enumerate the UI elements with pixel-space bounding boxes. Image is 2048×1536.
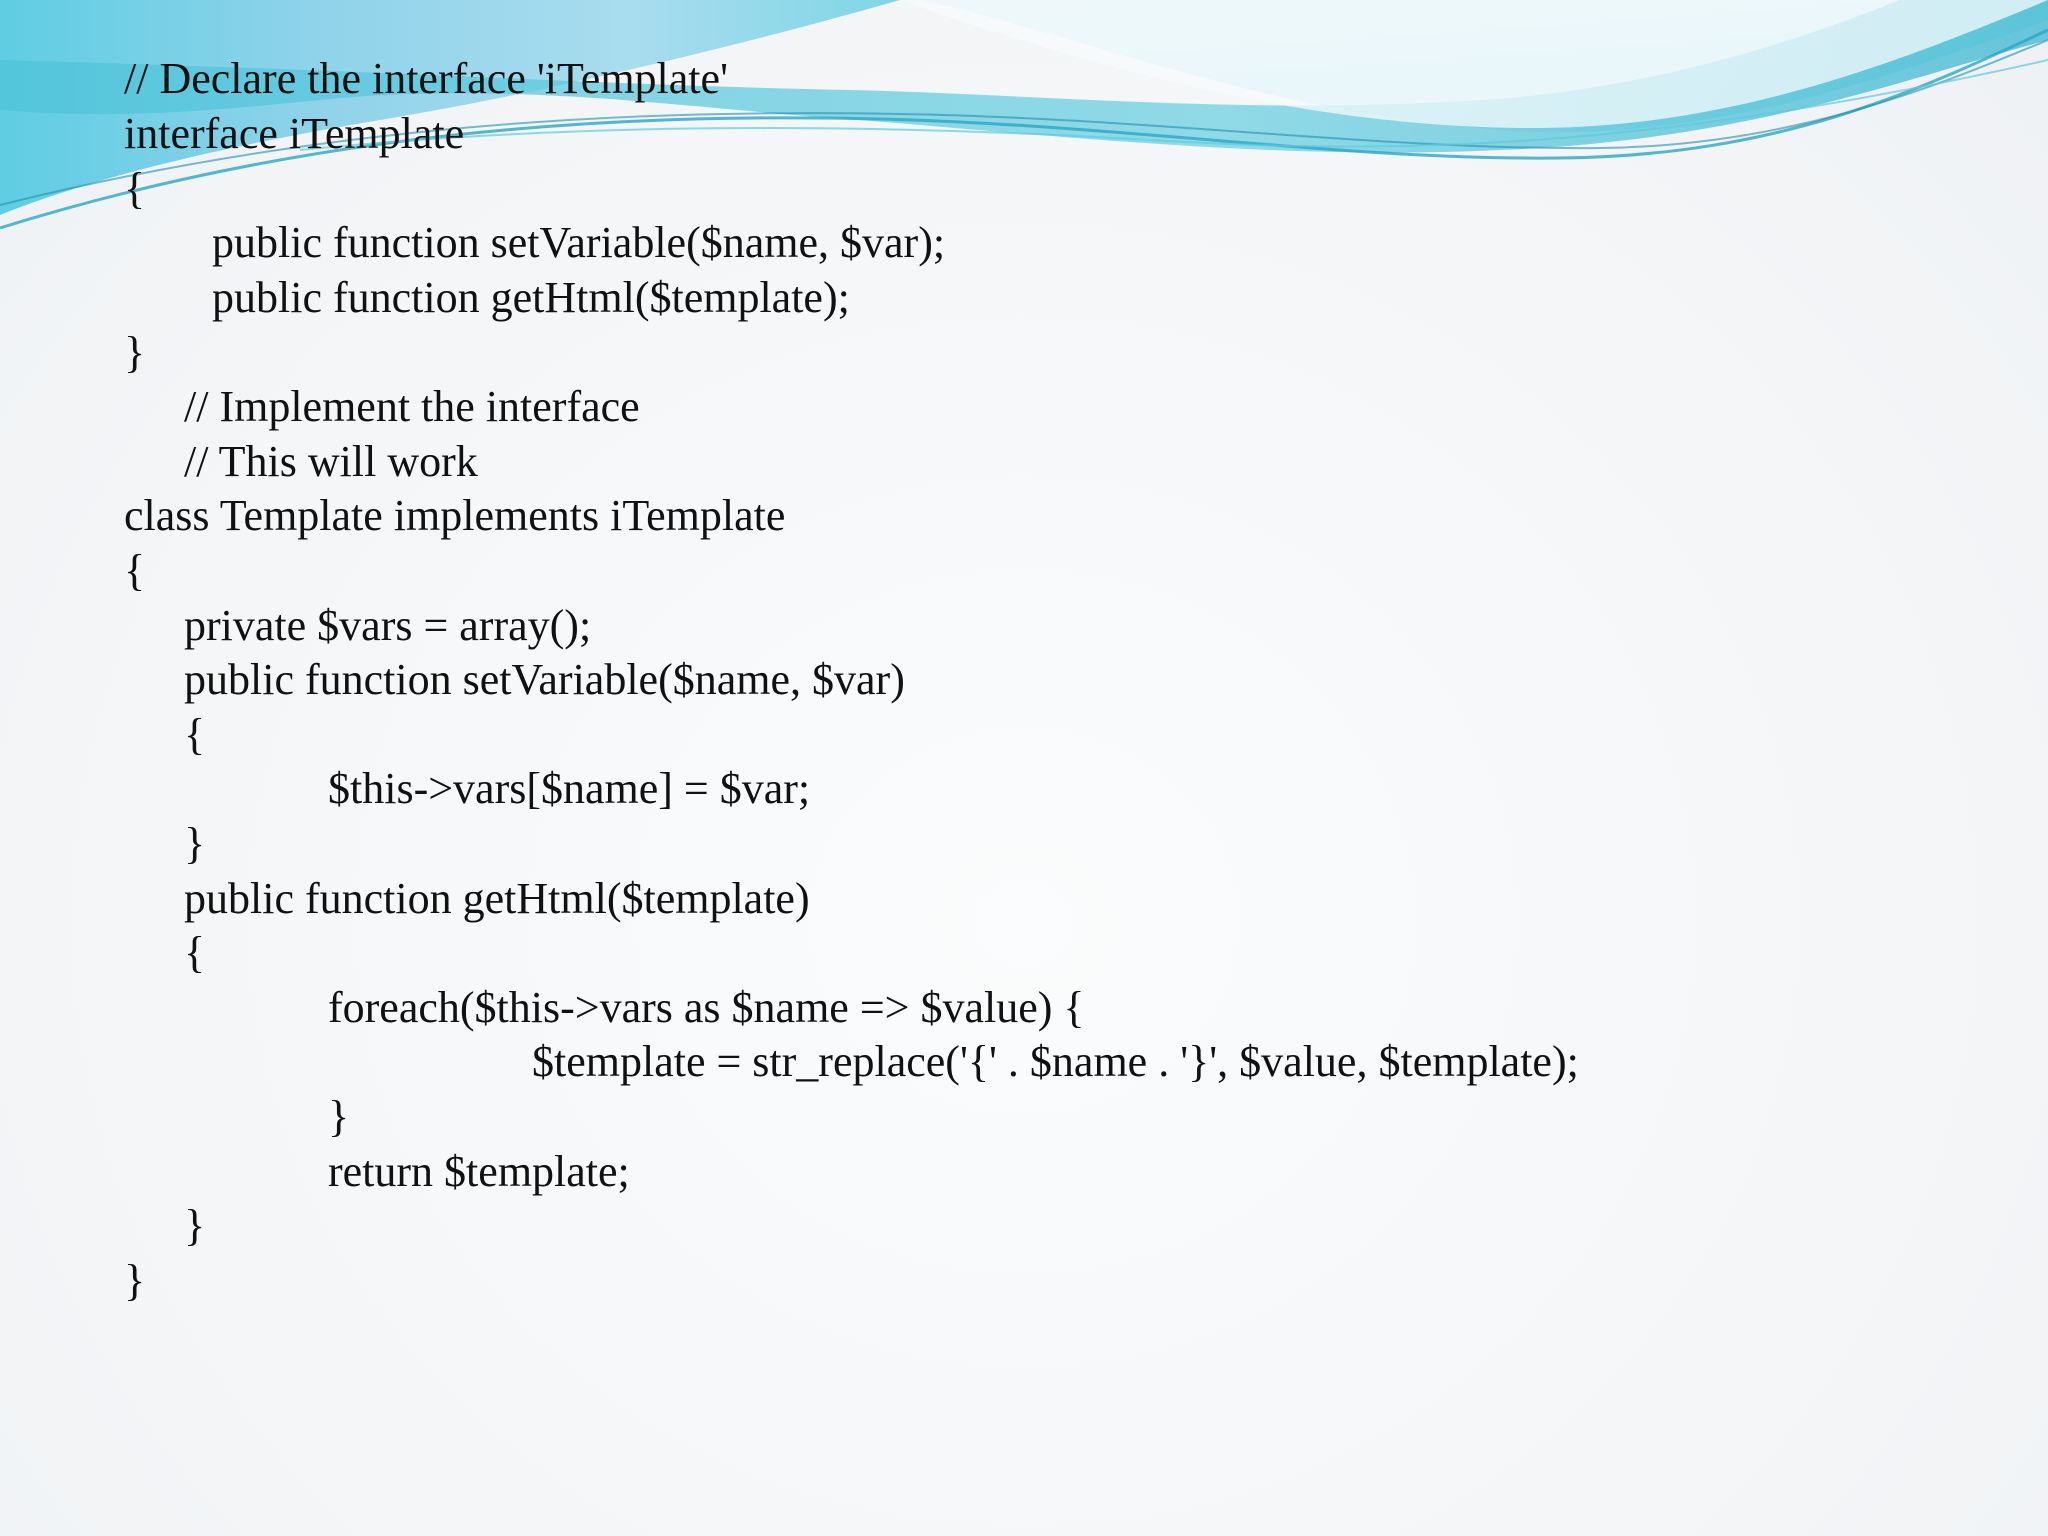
code-line-15: }	[184, 819, 206, 868]
code-line-9: class Template implements iTemplate	[124, 491, 786, 540]
code-line-18: foreach($this->vars as $name => $value) {	[328, 983, 1085, 1032]
code-line-13: {	[184, 710, 206, 759]
code-line-14: $this->vars[$name] = $var;	[328, 764, 811, 813]
code-line-4: public function setVariable($name, $var);	[212, 218, 946, 267]
code-line-7: // Implement the interface	[184, 382, 640, 431]
code-line-6: }	[124, 328, 146, 377]
code-line-11: private $vars = array();	[184, 601, 592, 650]
code-line-21: return $template;	[328, 1147, 630, 1196]
code-line-8: // This will work	[184, 437, 478, 486]
code-line-22: }	[184, 1201, 206, 1250]
code-line-10: {	[124, 546, 146, 595]
code-line-16: public function getHtml($template)	[184, 874, 810, 923]
code-line-17: {	[184, 928, 206, 977]
code-line-1: // Declare the interface 'iTemplate'	[124, 54, 728, 103]
code-line-2: interface iTemplate	[124, 109, 465, 158]
code-line-20: }	[328, 1092, 350, 1141]
code-line-23: }	[124, 1256, 146, 1305]
code-line-19: $template = str_replace('{' . $name . '}', $value, $template);	[532, 1037, 1579, 1086]
code-line-5: public function getHtml($template);	[212, 273, 850, 322]
code-line-12: public function setVariable($name, $var)	[184, 655, 905, 704]
code-line-3: {	[124, 164, 146, 213]
